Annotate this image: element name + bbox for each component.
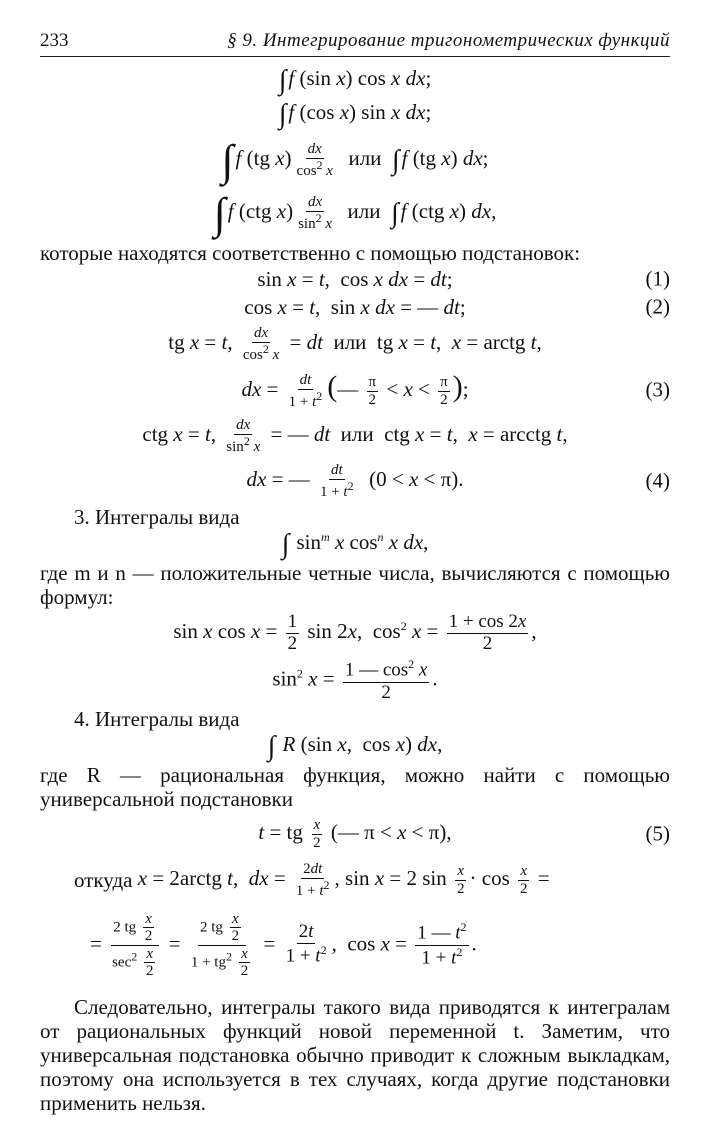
item-3-description: где m и n — положительные четные числа, вычисляются с помощью формул: — [40, 561, 670, 609]
word-ili: или — [347, 199, 381, 223]
formula-rational-function: ∫ R (sin x, cos x) dx, — [267, 731, 443, 762]
intro-text: которые находятся соответственно с помощью подстановок: — [40, 241, 581, 265]
page-number: 233 — [40, 30, 69, 51]
substitution-4b: dx = — $\frac{dt}{1 + t^2}$ (0 < x < π). (4) — [246, 462, 670, 500]
word-ili: или — [340, 421, 374, 446]
word-ili: или — [348, 146, 382, 170]
formula-sin-squared: $\sin^2 x$ = $\frac{1 — \cos^2 x}{2}$ . — [272, 657, 438, 703]
formula-integral-cos: ∫f (cos x) sin x dx; — [278, 99, 432, 130]
conclusion-paragraph: Следовательно, интегралы такого вида приводятся к интегралам от рациональных функций новой переменной t. Заметим, что универсальная подстановка обычно приводит к сложным выкладкам, поэтому она используется в тех случаях, когда другие подстановки применить нельзя. — [40, 995, 670, 1115]
derivation-line-1: откуда x = 2arctg t, dx = $\frac{2dt}{1 + t^2}$ , sin x = 2 sin $\frac{x}{2}$ · cos $\frac{x}{2}$ = — [74, 861, 550, 899]
page-header — [40, 30, 670, 57]
substitution-1: sin x = t, cos x dx = dt; (1) — [257, 266, 670, 291]
formula-sin-cos-identities: sin x cos x = $\frac{1}{2}$ sin 2x, $\cos^2 x$ = $\frac{1 + \cos 2x}{2}$ , — [173, 610, 537, 654]
derivation-line-2: = 2 tg $\frac{x}{2}$ $\sec^2$ $\frac{x}{2}$ = 2 tg $\frac{x}{2}$ $1 + tg^2$ $\frac{x}{2}$ = $\frac{2t}{1 + t^2}$ , cos x = $\frac{1 — t^2}{1 + t^2}$ . — [90, 910, 477, 979]
formula-integral-ctg: ∫f (ctg x) $\frac{dx}{\sin^2 x}$ или ∫f (ctg x) dx, — [213, 189, 497, 238]
substitution-3b: dx = $\frac{dt}{1 + t^2}$ (— $\frac{\pi}{2}$ < x < $\frac{\pi}{2}$ ); (3) — [241, 369, 670, 410]
universal-substitution: t = tg $\frac{x}{2}$ (— π < x < π), (5) — [258, 817, 670, 851]
eq-number-5: (5) — [645, 821, 670, 846]
eq-number-1: (1) — [645, 266, 670, 291]
substitution-2: cos x = t, sin x dx = — dt; (2) — [244, 294, 670, 319]
eq-number-4: (4) — [645, 468, 670, 493]
substitution-4a: ctg x = t, $\frac{dx}{\sin^2 x}$ = — dt или ctg x = t, x = arcctg t, — [142, 417, 568, 455]
formula-sin-m-cos-n: ∫ $\sin^m x$ $\cos^n x$ dx, — [281, 529, 429, 560]
formula-integral-sin: ∫f (sin x) cos x dx; — [278, 65, 432, 96]
word-otkuda: откуда — [74, 867, 133, 892]
item-4-title: 4. Интегралы вида — [74, 707, 240, 731]
substitution-3a: tg x = t, $\frac{dx}{\cos^2 x}$ = dt или tg x = t, x = arctg t, — [168, 325, 542, 363]
formula-integral-tg: ∫f (tg x) $\frac{dx}{\cos^2 x}$ или ∫f (tg x) dx; — [221, 136, 489, 185]
item-4-description: где R — рациональная функция, можно найти с помощью универсальной подстановки — [40, 763, 670, 811]
word-ili: или — [333, 329, 367, 354]
section-title: § 9. Интегрирование тригонометрических функций — [227, 30, 670, 51]
item-3-title: 3. Интегралы вида — [74, 505, 240, 529]
eq-number-2: (2) — [645, 294, 670, 319]
eq-number-3: (3) — [645, 377, 670, 402]
